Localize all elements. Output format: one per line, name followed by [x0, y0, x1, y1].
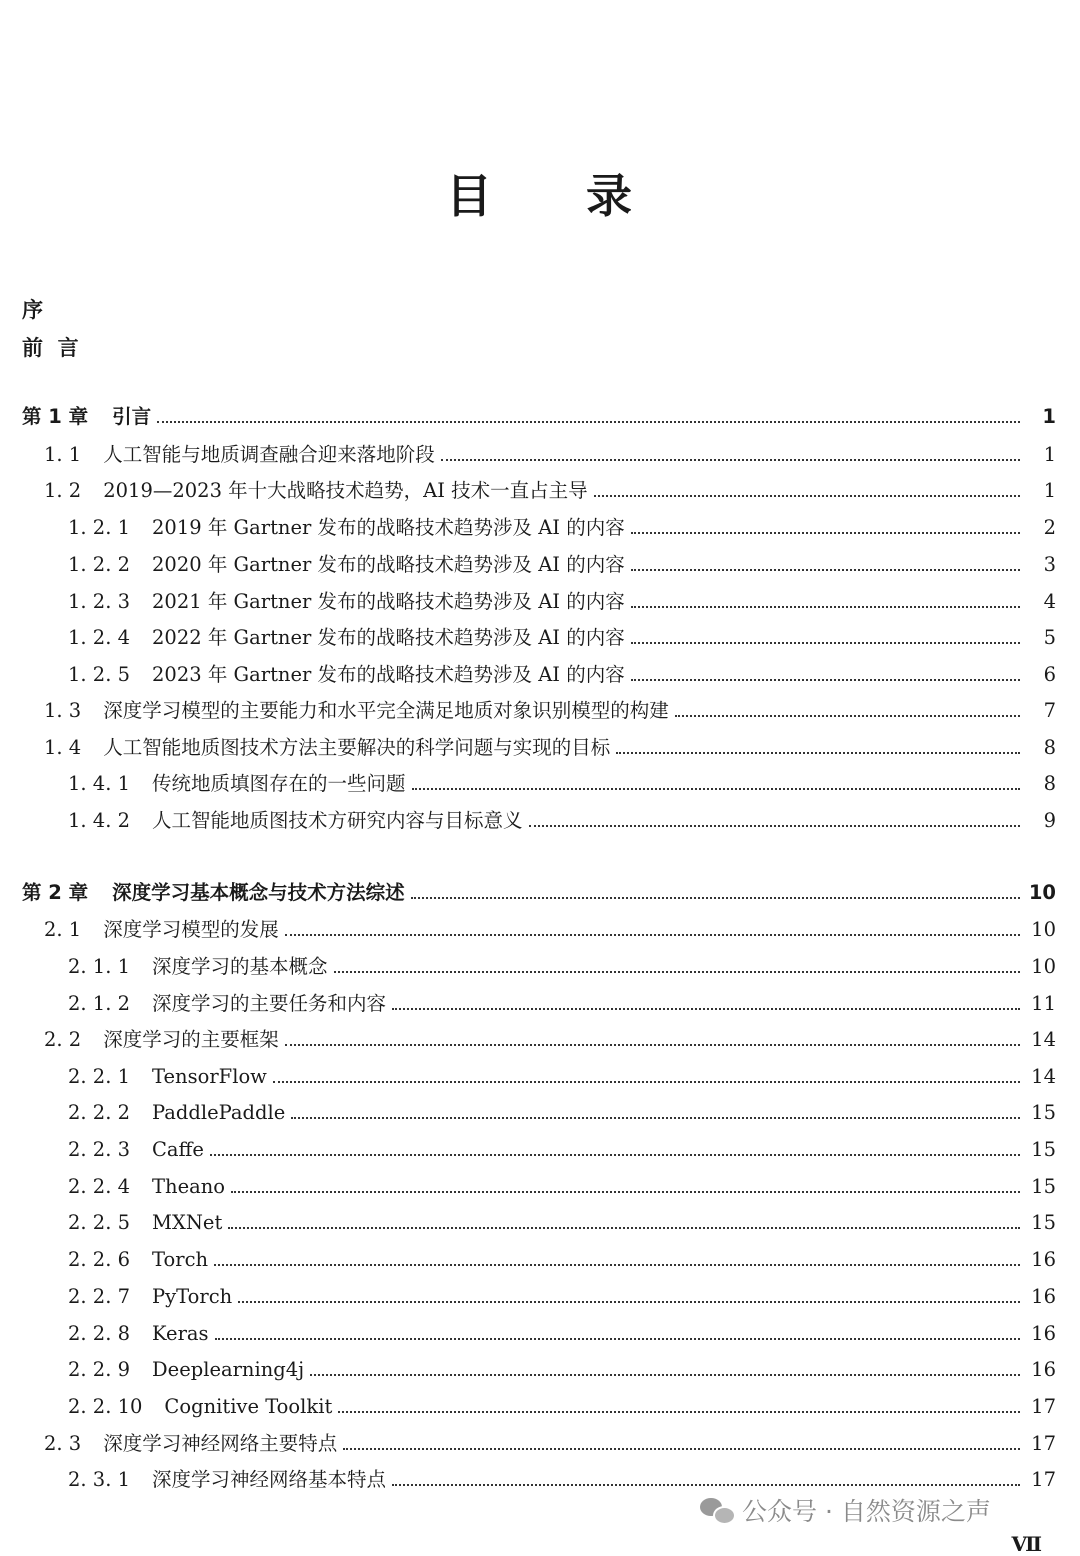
toc-leader-dots: [285, 934, 1020, 936]
toc-leader-dots: [291, 1117, 1020, 1119]
toc-entry-page: 14: [1031, 1065, 1056, 1088]
toc-entry[interactable]: [68, 1319, 1056, 1349]
title-char-2: 录: [586, 169, 634, 223]
toc-entry-title: Cognitive Toolkit: [164, 1395, 333, 1418]
toc-entry-page: 8: [1043, 772, 1056, 795]
toc-leader-dots: [157, 421, 1020, 423]
toc-entry-number: 2. 1. 1: [68, 955, 131, 978]
toc-entry-title: 2019—2023 年十大战略技术趋势，AI 技术一直占主导: [103, 479, 588, 502]
toc-entry-title: 2019 年 Gartner 发布的战略技术趋势涉及 AI 的内容: [152, 516, 625, 539]
toc-leader-dots: [310, 1374, 1020, 1376]
toc-entry-page: 16: [1031, 1285, 1056, 1308]
toc-entry[interactable]: [68, 1208, 1056, 1238]
toc-leader-dots: [631, 642, 1020, 644]
toc-entry-title: 人工智能与地质调查融合迎来落地阶段: [103, 443, 435, 466]
toc-entry-number: 2. 2. 10: [68, 1395, 143, 1418]
front-matter-preface[interactable]: 序: [22, 298, 43, 322]
toc-entry[interactable]: [68, 1098, 1056, 1128]
toc-entry-page: 15: [1031, 1138, 1056, 1161]
toc-entry-page: 16: [1031, 1248, 1056, 1271]
toc-entry-page: 10: [1028, 881, 1056, 904]
toc-entry-page: 3: [1043, 553, 1056, 576]
toc-entry-title: TensorFlow: [152, 1065, 267, 1088]
toc-entry-title: 2022 年 Gartner 发布的战略技术趋势涉及 AI 的内容: [152, 626, 625, 649]
toc-entry-title: 2021 年 Gartner 发布的战略技术趋势涉及 AI 的内容: [152, 590, 625, 613]
toc-entry[interactable]: [68, 1245, 1056, 1275]
toc-entry[interactable]: [68, 550, 1056, 580]
toc-entry[interactable]: [44, 696, 1056, 726]
toc-entry[interactable]: [68, 989, 1056, 1019]
toc-entry-title: 2020 年 Gartner 发布的战略技术趋势涉及 AI 的内容: [152, 553, 625, 576]
toc-leader-dots: [411, 897, 1020, 899]
toc-entry-title: PyTorch: [152, 1285, 233, 1308]
toc-entry[interactable]: [44, 733, 1056, 763]
toc-entry-page: 16: [1031, 1358, 1056, 1381]
toc-entry-number: 1. 4. 1: [68, 772, 131, 795]
toc-entry[interactable]: [68, 623, 1056, 653]
page-title: [0, 160, 1080, 226]
toc-entry-number: 2. 2. 6: [68, 1248, 131, 1271]
toc-entry-title: 深度学习基本概念与技术方法综述: [112, 881, 405, 904]
toc-entry[interactable]: [68, 952, 1056, 982]
toc-entry-title: 深度学习模型的发展: [103, 918, 279, 941]
toc-entry[interactable]: [68, 806, 1056, 836]
toc-entry-number: 1. 2: [44, 479, 82, 502]
toc-leader-dots: [273, 1081, 1020, 1083]
toc-entry-number: 2. 2. 8: [68, 1322, 131, 1345]
watermark: [700, 1492, 991, 1528]
toc-leader-dots: [343, 1448, 1020, 1450]
watermark-text: 公众号 · 自然资源之声: [742, 1497, 991, 1526]
toc-entry-number: 2. 3. 1: [68, 1468, 131, 1491]
toc-entry[interactable]: [44, 915, 1056, 945]
toc-entry-number: 1. 2. 4: [68, 626, 131, 649]
toc-entry-number: 1. 3: [44, 699, 82, 722]
toc-entry-title: Keras: [152, 1322, 209, 1345]
toc-entry-page: 1: [1043, 479, 1056, 502]
wechat-icon: [700, 1496, 734, 1524]
toc-entry-title: 深度学习的主要任务和内容: [152, 992, 387, 1015]
toc-leader-dots: [631, 569, 1020, 571]
toc-entry[interactable]: [68, 513, 1056, 543]
toc-entry-number: 2. 2. 9: [68, 1358, 131, 1381]
toc-entry-page: 5: [1043, 626, 1056, 649]
toc-entry-page: 16: [1031, 1322, 1056, 1345]
toc-leader-dots: [238, 1301, 1020, 1303]
toc-entry[interactable]: [68, 587, 1056, 617]
toc-entry-number: 1. 2. 1: [68, 516, 131, 539]
toc-entry-number: 2. 2. 1: [68, 1065, 131, 1088]
toc-entry[interactable]: [44, 1429, 1056, 1459]
toc-leader-dots: [228, 1227, 1020, 1229]
toc-entry-page: 4: [1043, 590, 1056, 613]
toc-entry-number: 2. 1: [44, 918, 82, 941]
toc-entry-page: 17: [1031, 1468, 1056, 1491]
toc-entry-number: 第 2 章: [22, 881, 89, 904]
toc-entry-number: 1. 2. 2: [68, 553, 131, 576]
toc-entry-number: 2. 2. 3: [68, 1138, 131, 1161]
toc-entry-page: 10: [1031, 918, 1056, 941]
page-number: Ⅶ: [1011, 1532, 1042, 1556]
toc-entry-number: 1. 1: [44, 443, 82, 466]
toc-entry-page: 11: [1031, 992, 1056, 1015]
toc-entry-number: 1. 4. 2: [68, 809, 131, 832]
toc-leader-dots: [631, 532, 1020, 534]
toc-entry-page: 6: [1043, 663, 1056, 686]
toc-entry-page: 10: [1031, 955, 1056, 978]
toc-entry[interactable]: [44, 440, 1056, 470]
toc-leader-dots: [594, 495, 1020, 497]
toc-entry-title: 深度学习的基本概念: [152, 955, 328, 978]
toc-entry-number: 2. 2. 7: [68, 1285, 131, 1308]
toc-entry-title: 深度学习模型的主要能力和水平完全满足地质对象识别模型的构建: [103, 699, 669, 722]
toc-entry[interactable]: [44, 1025, 1056, 1055]
toc-entry-number: 2. 2. 2: [68, 1101, 131, 1124]
toc-entry[interactable]: [68, 660, 1056, 690]
toc-entry-title: Torch: [152, 1248, 209, 1271]
toc-entry-number: 2. 2. 5: [68, 1211, 131, 1234]
toc-entry-title: Deeplearning4j: [152, 1358, 305, 1381]
toc-entry-page: 14: [1031, 1028, 1056, 1051]
toc-entry[interactable]: [68, 1135, 1056, 1165]
toc-entry[interactable]: [68, 1465, 1056, 1495]
toc-entry-title: 人工智能地质图技术方研究内容与目标意义: [152, 809, 523, 832]
toc-entry[interactable]: [68, 1355, 1056, 1385]
toc-entry-number: 2. 2: [44, 1028, 82, 1051]
toc-entry-title: 深度学习的主要框架: [103, 1028, 279, 1051]
toc-entry-title: 引言: [112, 405, 152, 428]
toc-entry-page: 15: [1031, 1211, 1056, 1234]
toc-entry-page: 15: [1031, 1101, 1056, 1124]
toc-entry-number: 1. 4: [44, 736, 82, 759]
toc-leader-dots: [231, 1191, 1020, 1193]
toc-entry-title: 人工智能地质图技术方法主要解决的科学问题与实现的目标: [103, 736, 611, 759]
toc-leader-dots: [334, 971, 1020, 973]
toc-leader-dots: [215, 1338, 1020, 1340]
toc-entry[interactable]: [68, 1392, 1056, 1422]
toc-leader-dots: [285, 1044, 1020, 1046]
toc-entry-number: 2. 1. 2: [68, 992, 131, 1015]
toc-entry-page: 1: [1043, 443, 1056, 466]
toc-leader-dots: [392, 1008, 1020, 1010]
toc-entry[interactable]: [44, 476, 1056, 506]
toc-entry-page: 17: [1031, 1432, 1056, 1455]
toc-leader-dots: [441, 459, 1020, 461]
toc-entry-title: 2023 年 Gartner 发布的战略技术趋势涉及 AI 的内容: [152, 663, 625, 686]
toc-entry-page: 7: [1043, 699, 1056, 722]
toc-entry[interactable]: [68, 1172, 1056, 1202]
toc-entry-page: 8: [1043, 736, 1056, 759]
front-matter-foreword[interactable]: 前 言: [22, 336, 79, 360]
toc-entry-title: 传统地质填图存在的一些问题: [152, 772, 406, 795]
toc-leader-dots: [412, 788, 1020, 790]
toc-entry-number: 2. 3: [44, 1432, 82, 1455]
toc-leader-dots: [214, 1264, 1020, 1266]
title-char-1: 目: [446, 169, 494, 223]
toc-entry-page: 15: [1031, 1175, 1056, 1198]
toc-leader-dots: [529, 825, 1020, 827]
toc-entry-title: Theano: [152, 1175, 226, 1198]
toc-entry-page: 2: [1043, 516, 1056, 539]
toc-entry-number: 2. 2. 4: [68, 1175, 131, 1198]
toc-entry-title: MXNet: [152, 1211, 223, 1234]
toc-entry-number: 第 1 章: [22, 405, 89, 428]
toc-entry-title: 深度学习神经网络主要特点: [103, 1432, 338, 1455]
toc-leader-dots: [338, 1411, 1020, 1413]
toc-entry-page: 1: [1042, 405, 1056, 428]
toc-entry-title: Caffe: [152, 1138, 204, 1161]
toc-entry[interactable]: [68, 1062, 1056, 1092]
toc-entry-page: 9: [1043, 809, 1056, 832]
toc-leader-dots: [210, 1154, 1020, 1156]
toc-leader-dots: [631, 606, 1020, 608]
toc-leader-dots: [631, 679, 1020, 681]
toc-entry[interactable]: [68, 769, 1056, 799]
toc-leader-dots: [675, 715, 1020, 717]
toc-chapter-entry[interactable]: [22, 402, 1056, 432]
toc-leader-dots: [616, 752, 1020, 754]
toc-entry[interactable]: [68, 1282, 1056, 1312]
toc-entry-number: 1. 2. 3: [68, 590, 131, 613]
toc-entry-number: 1. 2. 5: [68, 663, 131, 686]
toc-entry-title: 深度学习神经网络基本特点: [152, 1468, 387, 1491]
toc-entry-title: PaddlePaddle: [152, 1101, 286, 1124]
toc-entry-page: 17: [1031, 1395, 1056, 1418]
toc-leader-dots: [392, 1484, 1020, 1486]
toc-chapter-entry[interactable]: [22, 878, 1056, 908]
